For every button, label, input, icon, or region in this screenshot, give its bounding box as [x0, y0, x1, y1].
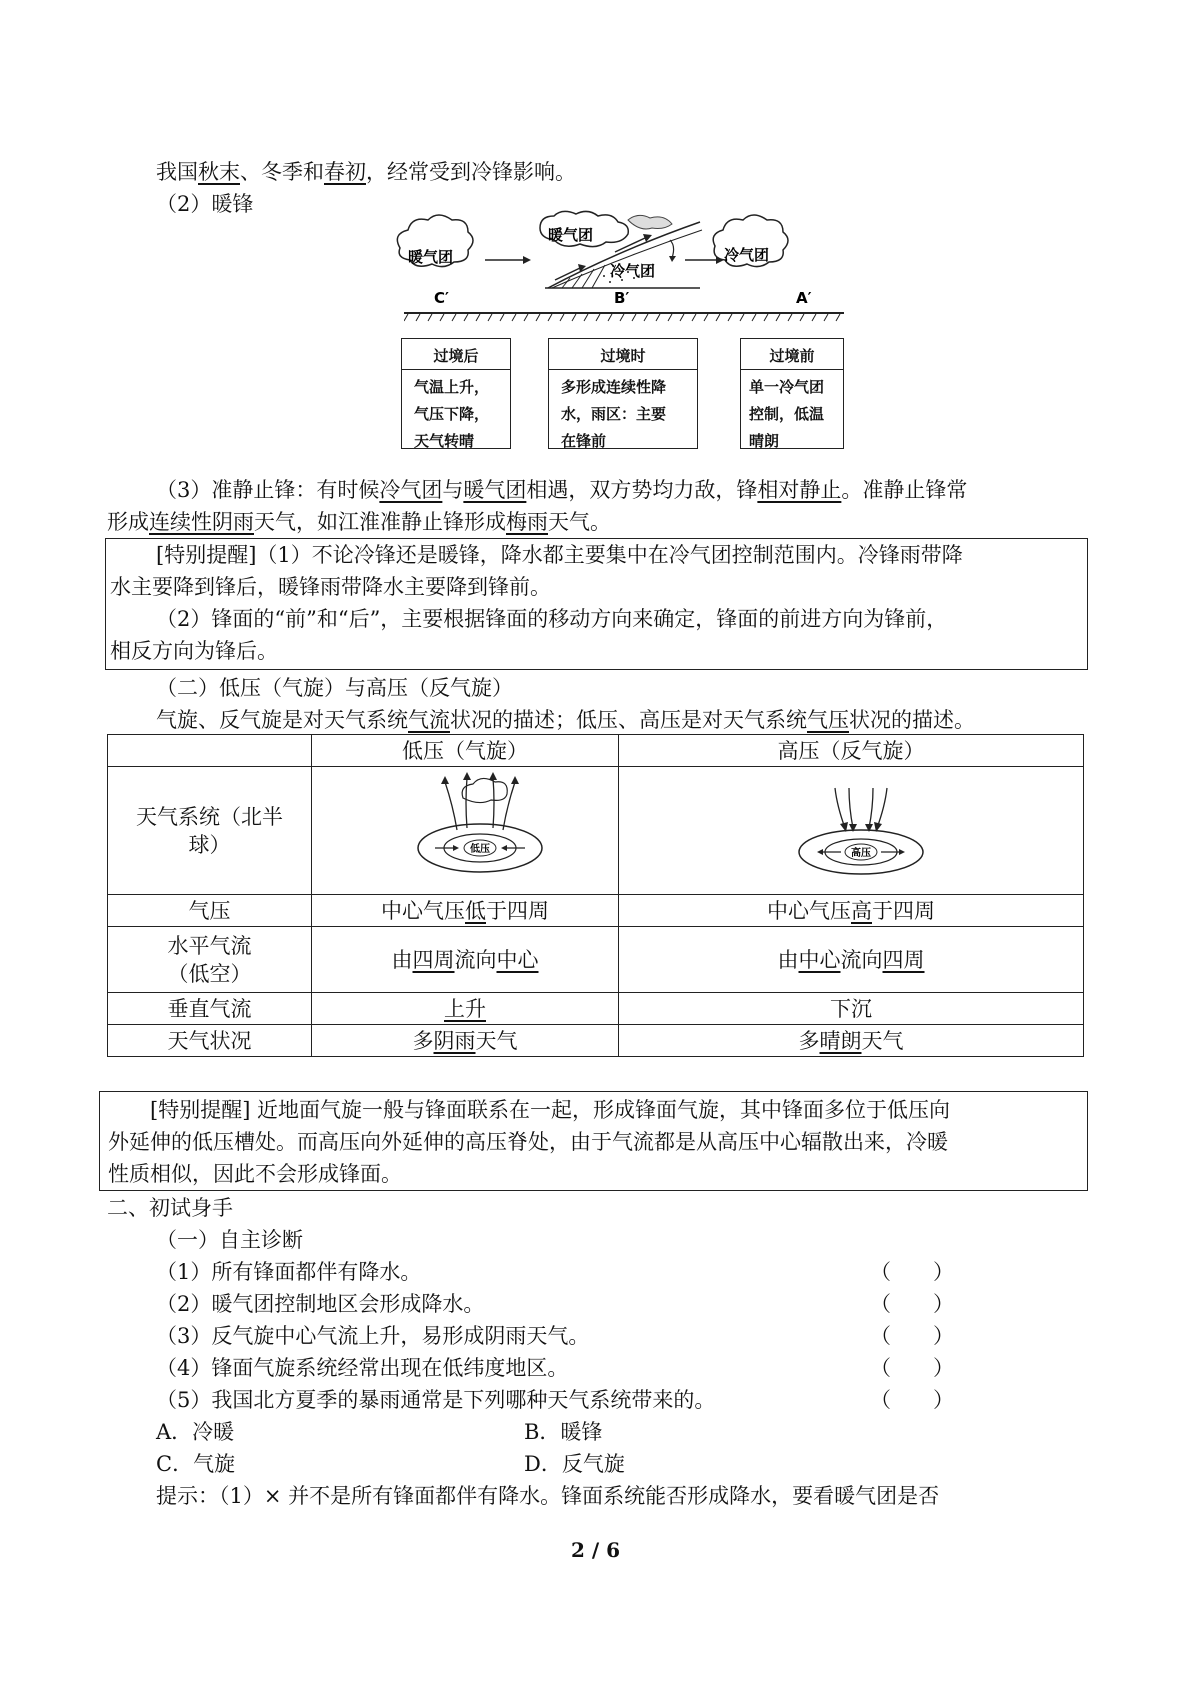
question-5: （5）我国北方夏季的暴雨通常是下列哪种天气系统带来的。 — [156, 1388, 716, 1412]
option-b: B．暖锋 — [524, 1420, 603, 1444]
answer-bracket[interactable]: （ ） — [870, 1356, 954, 1380]
point-c-label: C′ — [434, 289, 449, 305]
text-line: 气旋、反气旋是对天气系统气流状况的描述；低压、高压是对天气系统气压状况的描述。 — [156, 708, 975, 732]
text-line: 形成连续性阴雨天气，如江淮准静止锋形成梅雨天气。 — [107, 510, 611, 534]
cloud-right-label: 冷气团 — [724, 246, 770, 264]
header-high: 高压（反气旋） — [619, 735, 1084, 767]
box-during: 过境时 多形成连续性降 水，雨区：主要 在锋前 — [548, 338, 698, 449]
high-pressure-diagram — [619, 767, 1084, 895]
high-center-label: 高压 — [851, 848, 871, 859]
ground-line — [404, 311, 844, 323]
row-label: 天气系统（北半 球） — [108, 767, 312, 895]
text-line: 我国秋末、冬季和春初，经常受到冷锋影响。 — [156, 160, 576, 184]
weather-system-table: 低压（气旋） 高压（反气旋） 天气系统（北半 球） 低压 高压 气压 中心气压低于四周 中心气压高于四周 水平气流 （低空） 由四周流向中心 由中心流向四周 垂直气流 上升 下沉 天气状况 多阴雨天气 多晴朗天气 — [107, 734, 1084, 1057]
special-reminder-box: [特别提醒]（1）不论冷锋还是暖锋，降水都主要集中在冷气团控制范围内。冷锋雨带降 水主要降到锋后，暖锋雨带降水主要降到锋前。 （2）锋面的“前”和“后”，主要根据锋面的移动方向来确定，锋面的前进方向为锋前， 相反方向为锋后。 — [105, 538, 1088, 670]
question-4: （4）锋面气旋系统经常出现在低纬度地区。 — [156, 1356, 569, 1380]
page-number: 2 / 6 — [570, 1538, 621, 1562]
text-line: （3）准静止锋：有时候冷气团与暖气团相遇，双方势均力敌，锋相对静止。准静止锋常 — [156, 478, 968, 502]
warm-front-diagram — [390, 210, 850, 305]
point-a-label: A′ — [796, 289, 812, 305]
option-a: A．冷暖 — [156, 1420, 235, 1444]
answer-bracket[interactable]: （ ） — [870, 1388, 954, 1412]
warm-front-heading: （2）暖锋 — [156, 192, 254, 216]
section-sub: （一）自主诊断 — [156, 1228, 303, 1252]
section-heading: （二）低压（气旋）与高压（反气旋） — [156, 676, 513, 700]
special-reminder-box-2: [特别提醒] 近地面气旋一般与锋面联系在一起，形成锋面气旋，其中锋面多位于低压向 外延伸的低压槽处。而高压向外延伸的高压脊处，由于气流都是从高压中心辐散出来，冷暖 性质相似，因此不会形成锋面。 — [99, 1091, 1088, 1191]
answer-bracket[interactable]: （ ） — [870, 1260, 954, 1284]
section-heading-2: 二、初试身手 — [107, 1196, 233, 1220]
low-center-label: 低压 — [470, 844, 490, 855]
option-d: D．反气旋 — [524, 1452, 625, 1476]
cloud-left-label: 暖气团 — [408, 248, 454, 266]
cloud-mid-cold-label: 冷气团 — [610, 262, 656, 280]
question-1: （1）所有锋面都伴有降水。 — [156, 1260, 422, 1284]
answer-bracket[interactable]: （ ） — [870, 1292, 954, 1316]
header-low: 低压（气旋） — [312, 735, 619, 767]
option-c: C．气旋 — [156, 1452, 236, 1476]
point-b-label: B′ — [614, 289, 630, 305]
arrow-right-icon — [523, 256, 531, 264]
box-after: 过境后 气温上升， 气压下降， 天气转晴 — [401, 338, 511, 449]
question-3: （3）反气旋中心气流上升，易形成阴雨天气。 — [156, 1324, 590, 1348]
low-pressure-diagram — [312, 767, 619, 895]
cloud-mid-warm-label: 暖气团 — [548, 226, 594, 244]
answer-bracket[interactable]: （ ） — [870, 1324, 954, 1348]
box-before: 过境前 单一冷气团 控制，低温 晴朗 — [740, 338, 844, 449]
hint-line: 提示：（1）× 并不是所有锋面都伴有降水。锋面系统能否形成降水，要看暖气团是否 — [156, 1484, 940, 1508]
question-2: （2）暖气团控制地区会形成降水。 — [156, 1292, 485, 1316]
